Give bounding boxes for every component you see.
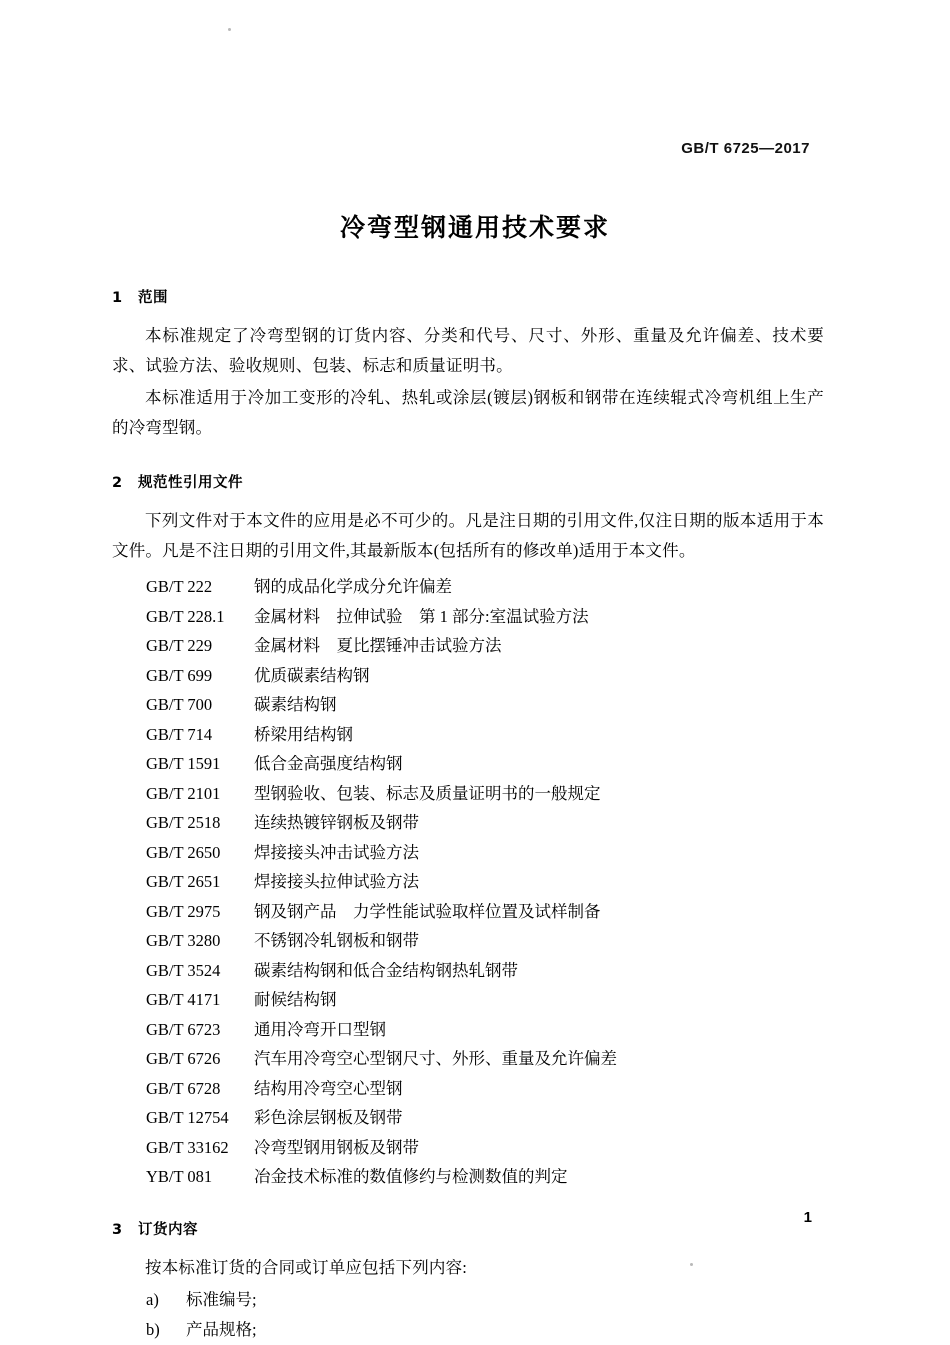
reference-title: 通用冷弯开口型钢 bbox=[254, 1019, 386, 1039]
list-item bbox=[112, 1133, 824, 1163]
list-item bbox=[112, 838, 824, 868]
list-item bbox=[112, 1162, 824, 1192]
reference-code: GB/T 33162 bbox=[146, 1137, 229, 1157]
reference-code: GB/T 2975 bbox=[146, 901, 221, 921]
list-item bbox=[112, 749, 824, 779]
list-item bbox=[112, 779, 824, 809]
order-content-list bbox=[112, 1285, 824, 1345]
reference-title: 彩色涂层钢板及钢带 bbox=[254, 1108, 403, 1127]
item-label: b) bbox=[146, 1319, 160, 1339]
reference-title: 冶金技术标准的数值修约与检测数值的判定 bbox=[254, 1167, 568, 1186]
reference-title: 钢及钢产品 力学性能试验取样位置及试样制备 bbox=[254, 901, 601, 921]
reference-code: GB/T 699 bbox=[146, 665, 213, 685]
reference-code: GB/T 3280 bbox=[146, 931, 221, 950]
list-item bbox=[112, 808, 824, 838]
page-number: 1 bbox=[803, 1209, 812, 1226]
list-item bbox=[112, 1074, 824, 1104]
item-text: 产品规格; bbox=[186, 1319, 257, 1339]
list-item bbox=[112, 661, 824, 691]
reference-title: 焊接接头拉伸试验方法 bbox=[254, 872, 419, 891]
section-2-paragraph-1: 下列文件对于本文件的应用是必不可少的。凡是注日期的引用文件,仅注日期的版本适用于本文件。凡是不注日期的引用文件,其最新版本(包括所有的修改单)适用于本文件。 bbox=[112, 511, 824, 560]
reference-code: GB/T 4171 bbox=[146, 990, 221, 1009]
reference-code: GB/T 714 bbox=[146, 724, 213, 744]
scan-artifact-dot-bottom bbox=[690, 1263, 693, 1266]
list-item bbox=[112, 867, 824, 897]
section-number-1: 1 bbox=[112, 290, 123, 306]
reference-code: GB/T 2518 bbox=[146, 813, 221, 832]
reference-title: 碳素结构钢 bbox=[254, 695, 337, 714]
reference-title: 优质碳素结构钢 bbox=[254, 665, 370, 685]
list-item bbox=[112, 602, 824, 632]
document-body bbox=[112, 286, 824, 1345]
item-text: 标准编号; bbox=[186, 1289, 257, 1309]
reference-code: GB/T 2651 bbox=[146, 872, 221, 891]
reference-code: GB/T 12754 bbox=[146, 1108, 229, 1127]
list-item bbox=[112, 572, 824, 602]
list-item bbox=[112, 1044, 824, 1074]
list-item bbox=[112, 1315, 824, 1345]
reference-title: 结构用冷弯空心型钢 bbox=[254, 1078, 403, 1098]
page-title: 冷弯型钢通用技术要求 bbox=[339, 213, 610, 242]
section-3-paragraph-1: 按本标准订货的合同或订单应包括下列内容: bbox=[145, 1257, 468, 1277]
section-heading-1 bbox=[112, 286, 824, 307]
reference-title: 汽车用冷弯空心型钢尺寸、外形、重量及允许偏差 bbox=[254, 1049, 617, 1068]
reference-code: GB/T 6728 bbox=[146, 1078, 221, 1098]
list-item bbox=[112, 1103, 824, 1133]
list-item bbox=[112, 1015, 824, 1045]
section-heading-3 bbox=[112, 1218, 824, 1239]
list-item bbox=[112, 631, 824, 661]
item-label: a) bbox=[146, 1289, 159, 1309]
section-1-paragraph-2: 本标准适用于冷加工变形的冷轧、热轧或涂层(镀层)钢板和钢带在连续辊式冷弯机组上生产的冷弯型钢。 bbox=[112, 388, 824, 437]
reference-code: YB/T 081 bbox=[146, 1167, 213, 1186]
reference-title: 桥梁用结构钢 bbox=[254, 724, 353, 744]
reference-code: GB/T 222 bbox=[146, 577, 213, 596]
reference-code: GB/T 2650 bbox=[146, 842, 221, 862]
reference-title: 冷弯型钢用钢板及钢带 bbox=[254, 1137, 419, 1157]
reference-code: GB/T 1591 bbox=[146, 754, 221, 773]
reference-title: 金属材料 夏比摆锤冲击试验方法 bbox=[254, 636, 502, 655]
section-title-3: 订货内容 bbox=[138, 1221, 198, 1238]
section-heading-2 bbox=[112, 471, 824, 492]
list-item bbox=[112, 926, 824, 956]
reference-title: 连续热镀锌钢板及钢带 bbox=[254, 813, 419, 832]
reference-code: GB/T 3524 bbox=[146, 960, 221, 980]
reference-code: GB/T 228.1 bbox=[146, 606, 225, 626]
section-number-3: 3 bbox=[112, 1221, 123, 1238]
list-item bbox=[112, 720, 824, 750]
scan-artifact-dot-top bbox=[228, 28, 231, 31]
list-item bbox=[112, 897, 824, 927]
list-item bbox=[112, 956, 824, 986]
reference-title: 低合金高强度结构钢 bbox=[254, 754, 403, 773]
reference-title: 型钢验收、包装、标志及质量证明书的一般规定 bbox=[254, 783, 601, 803]
list-item bbox=[112, 985, 824, 1015]
reference-code: GB/T 700 bbox=[146, 695, 213, 714]
reference-code: GB/T 229 bbox=[146, 636, 213, 655]
reference-title: 钢的成品化学成分允许偏差 bbox=[254, 577, 452, 596]
section-1-paragraph-1: 本标准规定了冷弯型钢的订货内容、分类和代号、尺寸、外形、重量及允许偏差、技术要求、试验方法、验收规则、包装、标志和质量证明书。 bbox=[112, 326, 824, 375]
reference-title: 金属材料 拉伸试验 第 1 部分:室温试验方法 bbox=[254, 606, 589, 626]
reference-title: 焊接接头冲击试验方法 bbox=[254, 842, 419, 862]
reference-title: 耐候结构钢 bbox=[254, 990, 337, 1009]
section-title-2: 规范性引用文件 bbox=[138, 475, 243, 491]
standard-number: GB/T 6725—2017 bbox=[681, 140, 810, 157]
section-title-1: 范围 bbox=[138, 290, 168, 306]
reference-code: GB/T 6726 bbox=[146, 1049, 221, 1068]
reference-code: GB/T 2101 bbox=[146, 783, 221, 803]
reference-title: 碳素结构钢和低合金结构钢热轧钢带 bbox=[254, 960, 518, 980]
reference-title: 不锈钢冷轧钢板和钢带 bbox=[254, 931, 419, 950]
section-number-2: 2 bbox=[112, 475, 123, 491]
reference-code: GB/T 6723 bbox=[146, 1019, 221, 1039]
list-item bbox=[112, 1285, 824, 1315]
normative-reference-list bbox=[112, 572, 824, 1192]
list-item bbox=[112, 690, 824, 720]
